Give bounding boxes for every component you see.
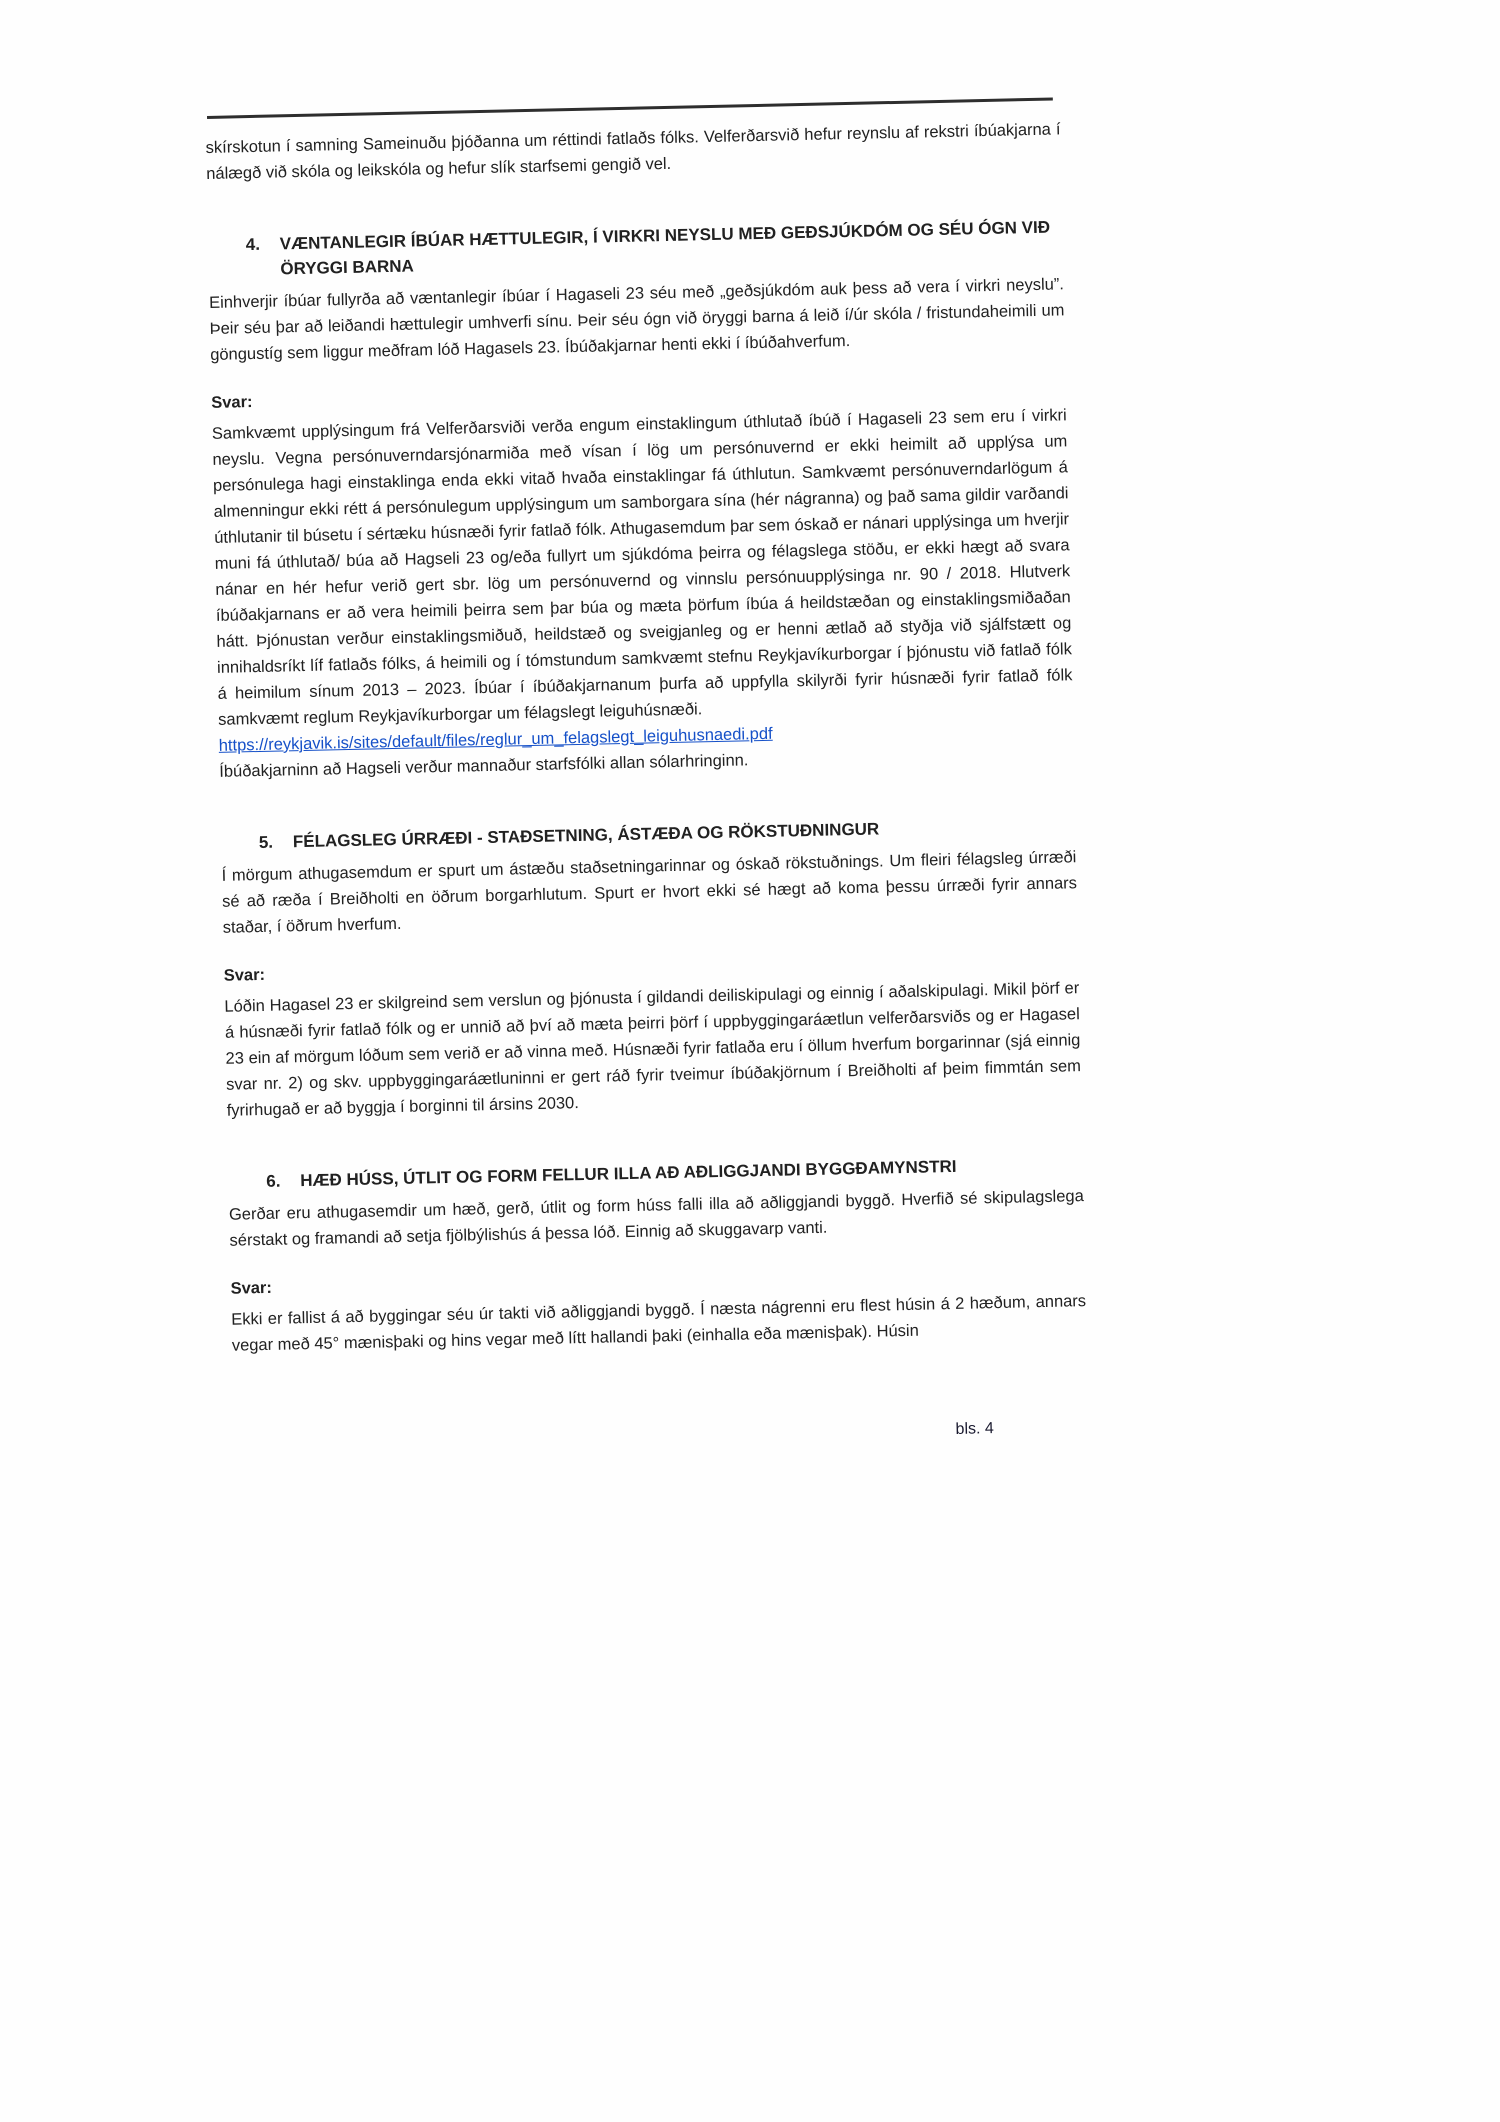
section-4-answer: Samkvæmt upplýsingum frá Velferðarsviði verða engum einstaklingum úthlutað íbúð í Hagaseli 23 sem eru í virkri neyslu. Vegna persónuverndarsjónarmiða með vísan í lög um persónuvernd er ekki heimilt að upplýsa um persónulega hagi einstaklinga enda ekki vitað hvaða einstaklingar fá úthlutun. Samkvæmt persónuverndarlögum á almenningur ekki rétt á persónulegum upplýsingum um samborgara sína (hér nágranna) og það sama gildir varðandi úthlutanir til búsetu í sértæku húsnæði fyrir fatlað fólk. Athugasemdum þar sem óskað er nánari upplýsinga um hverjir muni fá úthlutað/ búa að Hagseli 23 og/eða fullyrt um sjúkdóma þeirra og félagslega stöðu, er ekki hægt að svara nánar en hér hefur verið gert sbr. lög um persónuvernd og vinnslu persónuupplýsinga nr. 90 / 2018. Hlutverk íbúðakjarnans er að vera heimili þeirra sem þar búa og mæta þörfum íbúa á heildstæðan og einstaklingsmiðaðan hátt. Þjónustan verður einstaklingsmiðuð, heildstæð og sveigjanleg og er henni ætlað að styðja við sjálfstætt og innihaldsríkt líf fatlaðs fólks, á heimili og í tómstundum samkvæmt stefnu Reykjavíkurborgar í þjónustu við fatlað fólk á heimilum sínum 2013 – 2023. Íbúar í íbúðakjarnanum þurfa að uppfylla skilyrði fyrir húsnæði fyrir fatlað fólk samkvæmt reglum Reykjavíkurborgar um félagslegt leiguhúsnæði. [211, 406, 1073, 729]
section-4-answer-followup: Íbúðakjarninn að Hagseli verður mannaður starfsfólki allan sólarhringinn. [219, 751, 749, 781]
section-5-title: FÉLAGSLEG ÚRRÆÐI - STAÐSETNING, ÁSTÆÐA OG RÖKSTUÐNINGUR [292, 819, 880, 852]
section-6 [228, 1151, 1087, 1359]
section-4-heading [208, 214, 1064, 283]
section-4 [208, 214, 1075, 785]
page-number: bls. 4 [955, 1420, 995, 1438]
section-5-number: 5. [258, 832, 274, 852]
section-6-answer: Ekki er fallist á að byggingar séu úr takti við aðliggjandi byggð. Í næsta nágrenni eru flest húsin á 2 hæðum, annars vegar með 45° mænisþaki og hins vegar með lítt hallandi þaki (einhalla eða mænisþak). Húsin [231, 1292, 1087, 1355]
section-4-svar-label: Svar: [211, 393, 253, 412]
intro-paragraph: skírskotun í samning Sameinuðu þjóðanna um réttindi fatlaðs fólks. Velferðarsvið hefur reynslu af rekstri íbúakjarna í nálægð við skóla og leikskóla og hefur slík starfsemi gengið vel. [205, 120, 1061, 183]
section-4-number: 4. [245, 234, 261, 255]
section-5 [221, 812, 1082, 1124]
section-6-title: HÆÐ HÚSS, ÚTLIT OG FORM FELLUR ILLA AÐ AÐLIGGJANDI BYGGÐAMYNSTRI [300, 1156, 957, 1191]
regulations-pdf-link[interactable]: https://reykjavik.is/sites/default/files/reglur_um_felagslegt_leiguhusnaedi.pdf [218, 724, 773, 755]
section-4-title: VÆNTANLEGIR ÍBÚAR HÆTTULEGIR, Í VIRKRI NEYSLU MEÐ GEÐSJÚKDÓM OG SÉU ÓGN VIÐ ÖRYGGI BARNA [279, 217, 1051, 279]
document-content [205, 97, 1089, 1454]
top-divider [207, 97, 1053, 118]
section-6-number: 6. [266, 1171, 281, 1191]
section-6-svar-label: Svar: [230, 1278, 273, 1298]
section-5-svar-label: Svar: [223, 965, 266, 985]
section-6-body: Gerðar eru athugasemdir um hæð, gerð, útlit og form húss falli illa að aðliggjandi byggð. Hverfið sé skipulagslega sérstakt og framandi að setja fjölbýlishús á þessa lóð. Einnig að skuggavarp vanti. [228, 1187, 1084, 1250]
section-5-body: Í mörgum athugasemdum er spurt um ástæðu staðsetningarinnar og óskað rökstuðnings. Um fleiri félagsleg úrræði sé að ræða í Breiðholti en öðrum borgarhlutum. Spurt er hvort ekki sé hægt að koma þessu úrræði fyrir annars staðar, í öðrum hverfum. [221, 848, 1078, 937]
section-5-answer: Lóðin Hagasel 23 er skilgreind sem verslun og þjónusta í gildandi deiliskipulagi og einnig í aðalskipulagi. Mikil þörf er á húsnæði fyrir fatlað fólk og er unnið að því að mæta þeirri þörf í uppbyggingaráætlun velferðarsviðs og er Hagasel 23 ein af mörgum lóðum sem verið er að vinna með. Húsnæði fyrir fatlaða eru í öllum hverfum borgarinnar (sjá einnig svar nr. 2) og skv. uppbyggingaráætluninni er gert ráð fyrir tveimur íbúðakjörnum í Breiðholti af þeim fimmtán sem fyrirhugað er að byggja í borginni til ársins 2030. [224, 979, 1082, 1120]
section-4-body: Einhverjir íbúar fullyrða að væntanlegir íbúar í Hagaseli 23 séu með „geðsjúkdóm auk þess að vera í virkri neyslu”. Þeir séu þar að leiðandi hættulegir umhverfi sínu. Þeir séu ógn við öryggi barna á leið í/úr skóla / fristundaheimili um göngustíg sem liggur meðfram lóð Hagasels 23. Íbúðakjarnar henti ekki í íbúðahverfum. [208, 275, 1065, 364]
